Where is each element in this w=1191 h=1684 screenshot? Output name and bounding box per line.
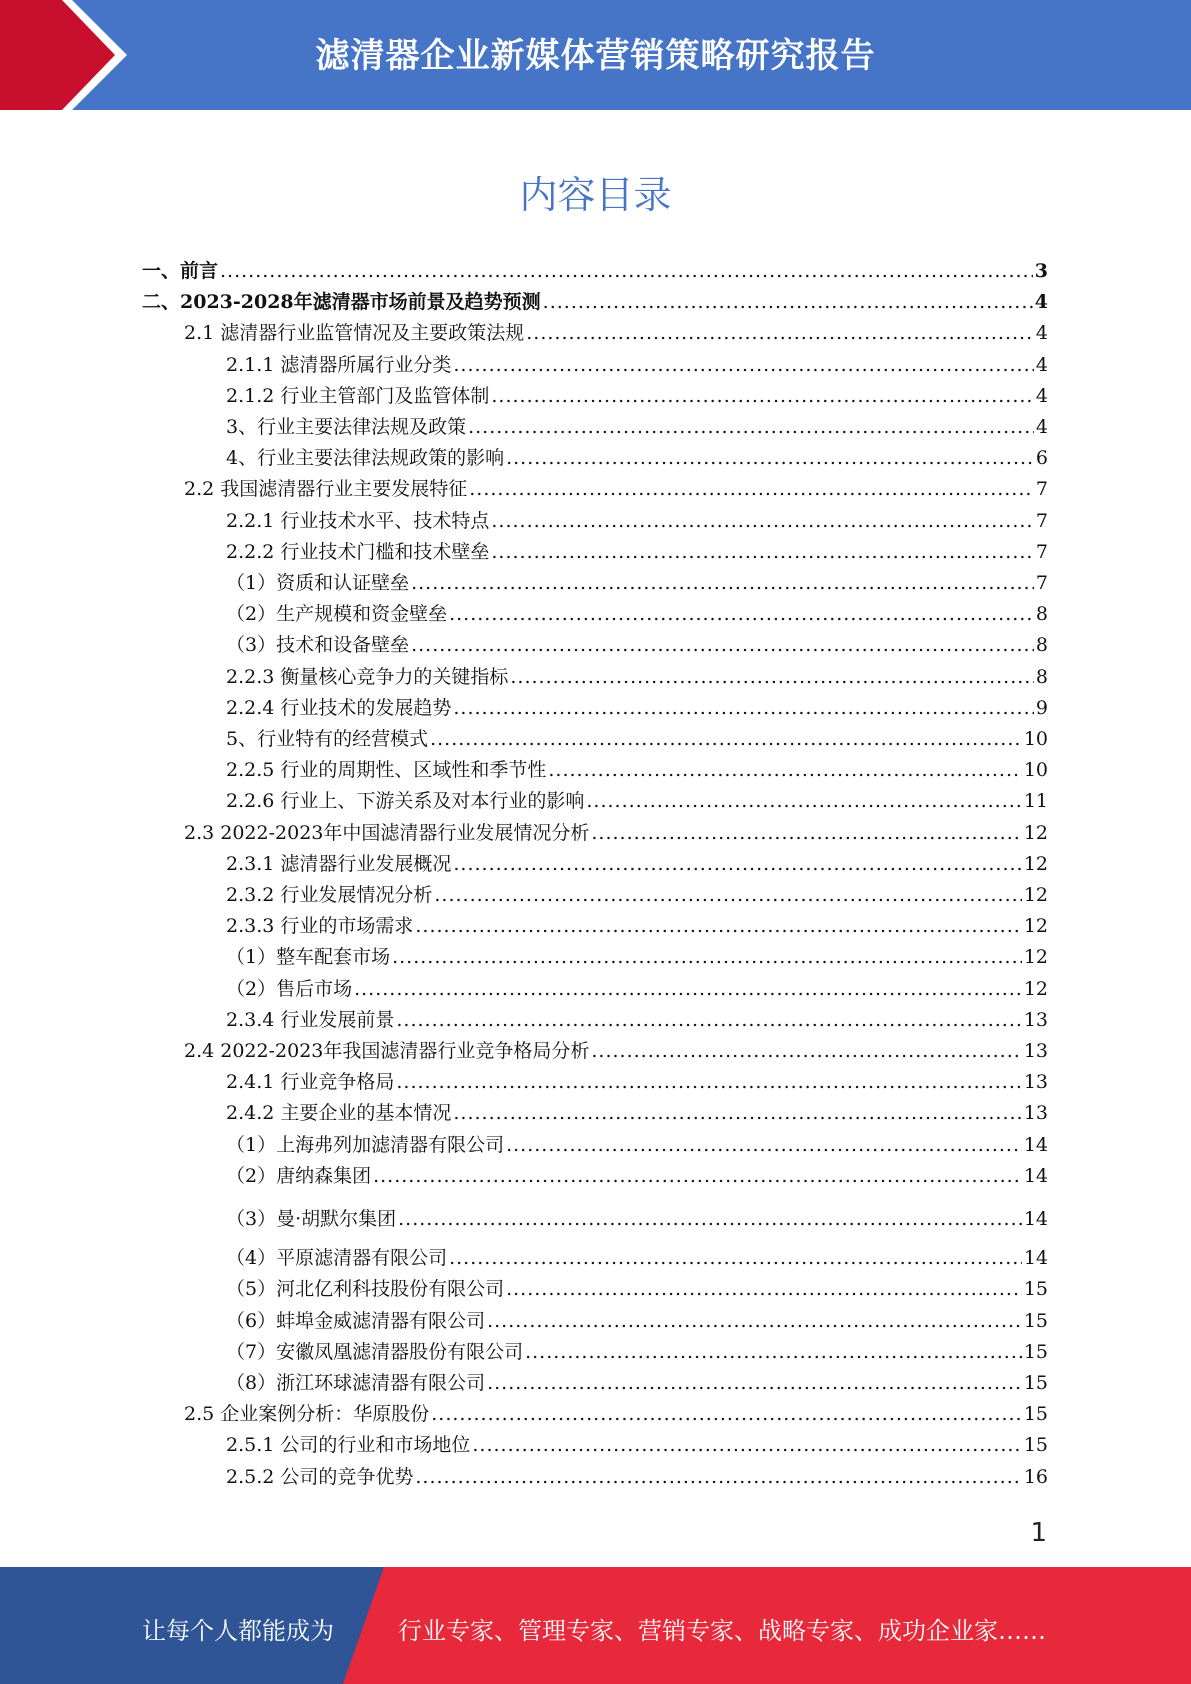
toc-entry-page: 7	[1035, 572, 1048, 594]
toc-entry-title: （1）上海弗列加滤清器有限公司	[226, 1133, 505, 1156]
toc-entry-title: 2.3.4 行业发展前景	[226, 1008, 395, 1031]
toc-entry-title: 2.2 我国滤清器行业主要发展特征	[184, 478, 468, 501]
toc-entry-page: 13	[1023, 1071, 1048, 1094]
toc-entry-title: 2.1.2 行业主管部门及监管体制	[226, 384, 490, 407]
toc-entry-page: 15	[1023, 1309, 1048, 1332]
toc-entry-page: 8	[1035, 665, 1048, 688]
toc-entry-title: 2.4.1 行业竞争格局	[226, 1071, 395, 1094]
toc-entry-title: 二、2023-2028年滤清器市场前景及趋势预测	[142, 291, 541, 314]
toc-entry-page: 14	[1023, 1133, 1048, 1156]
toc-entry-title: 3、行业主要法律法规及政策	[226, 416, 467, 438]
toc-entry-title: 2.3.1 滤清器行业发展概况	[226, 852, 452, 875]
toc-entry[interactable]	[142, 1334, 1048, 1364]
toc-entry[interactable]	[142, 1396, 1048, 1426]
toc-entry-title: 2.2.4 行业技术的发展趋势	[226, 696, 452, 719]
toc-leader-dots	[220, 259, 1033, 283]
toc-entry-title: 2.3.2 行业发展情况分析	[226, 884, 433, 906]
toc-entry-page: 7	[1035, 509, 1048, 532]
toc-leader-dots	[491, 509, 1034, 533]
toc-entry-title: 2.2.3 衡量核心竞争力的关键指标	[226, 665, 509, 688]
toc-entry-page: 7	[1035, 478, 1048, 501]
toc-entry-page: 7	[1035, 540, 1048, 563]
toc-entry-page: 15	[1023, 1278, 1048, 1301]
footer-slogan-left: 让每个人都能成为	[142, 1617, 334, 1645]
toc-leader-dots	[354, 977, 1022, 1001]
toc-entry-page: 12	[1023, 946, 1048, 969]
toc-entry-page: 3	[1034, 260, 1048, 282]
toc-entry[interactable]	[142, 565, 1048, 595]
toc-entry-title: （4）平原滤清器有限公司	[226, 1247, 448, 1270]
toc-entry[interactable]	[142, 1064, 1048, 1094]
toc-entry[interactable]	[142, 1158, 1048, 1188]
toc-leader-dots	[472, 1433, 1021, 1457]
toc-entry[interactable]	[142, 315, 1048, 345]
toc-entry[interactable]	[142, 908, 1048, 938]
toc-entry[interactable]	[142, 503, 1048, 533]
toc-entry-page: 15	[1023, 1340, 1048, 1363]
toc-entry-title: （2）生产规模和资金壁垒	[226, 603, 448, 626]
toc-leader-dots	[396, 1008, 1021, 1032]
toc-entry[interactable]	[142, 846, 1048, 876]
toc-leader-dots	[526, 321, 1034, 345]
toc-entry-page: 14	[1023, 1247, 1048, 1270]
toc-entry[interactable]	[142, 1033, 1048, 1063]
toc-leader-dots	[373, 1164, 1022, 1188]
toc-leader-dots	[392, 945, 1022, 969]
toc-entry[interactable]	[142, 815, 1048, 845]
toc-entry-page: 10	[1023, 728, 1048, 750]
toc-entry-title: 2.5 企业案例分析：华原股份	[184, 1403, 430, 1426]
toc-entry-title: 5、行业特有的经营模式	[226, 728, 429, 750]
toc-entry-title: 2.1 滤清器行业监管情况及主要政策法规	[184, 322, 525, 345]
toc-entry-title: 2.4.2 主要企业的基本情况	[226, 1102, 452, 1125]
toc-entry[interactable]	[142, 1459, 1048, 1489]
toc-leader-dots	[591, 1039, 1021, 1063]
toc-leader-dots	[453, 696, 1034, 720]
toc-leader-dots	[506, 1133, 1022, 1157]
toc-entry-title: 2.2.2 行业技术门槛和技术壁垒	[226, 540, 490, 563]
report-title: 滤清器企业新媒体营销策略研究报告	[315, 36, 876, 76]
toc-leader-dots	[453, 852, 1021, 876]
toc-leader-dots	[543, 290, 1033, 314]
toc-leader-dots	[415, 1465, 1021, 1489]
toc-entry[interactable]	[142, 284, 1048, 314]
toc-entry[interactable]	[142, 1427, 1048, 1457]
toc-leader-dots	[525, 1340, 1022, 1364]
toc-entry-title: （2）售后市场	[226, 977, 353, 1000]
toc-entry[interactable]	[142, 939, 1048, 969]
toc-entry-title: （6）蚌埠金威滤清器有限公司	[226, 1309, 486, 1332]
toc-leader-dots	[510, 665, 1034, 689]
toc-leader-dots	[396, 1070, 1021, 1094]
toc-entry-title: 2.5.1 公司的行业和市场地位	[226, 1434, 471, 1457]
toc-entry[interactable]	[142, 721, 1048, 751]
toc-entry-page: 11	[1023, 790, 1048, 813]
toc-entry-title: （1）资质和认证壁垒	[226, 572, 410, 594]
toc-entry-page: 14	[1023, 1164, 1048, 1187]
toc-entry-title: 2.3 2022-2023年中国滤清器行业发展情况分析	[184, 821, 590, 844]
toc-leader-dots	[586, 789, 1021, 813]
toc-entry[interactable]	[142, 690, 1048, 720]
toc-entry[interactable]	[142, 1002, 1048, 1032]
toc-entry[interactable]	[142, 440, 1048, 470]
toc-entry-page: 9	[1035, 696, 1048, 719]
toc-entry-page: 4	[1035, 322, 1048, 345]
toc-entry-page: 6	[1035, 447, 1048, 470]
toc-entry-title: （5）河北亿利科技股份有限公司	[226, 1278, 505, 1301]
toc-entry[interactable]	[142, 1240, 1048, 1270]
toc-entry-page: 13	[1023, 1040, 1048, 1062]
toc-entry[interactable]	[142, 378, 1048, 408]
toc-entry[interactable]	[142, 534, 1048, 564]
toc-leader-dots	[487, 1309, 1022, 1333]
toc-leader-dots	[491, 384, 1034, 408]
toc-entry-title: 2.2.1 行业技术水平、技术特点	[226, 509, 490, 532]
toc-leader-dots	[469, 477, 1034, 501]
toc-leader-dots	[491, 540, 1034, 564]
toc-entry[interactable]	[142, 1271, 1048, 1301]
toc-entry[interactable]	[142, 783, 1048, 813]
toc-entry-title: 2.2.5 行业的周期性、区域性和季节性	[226, 759, 547, 782]
toc-entry[interactable]	[142, 253, 1048, 283]
toc-entry-page: 4	[1035, 416, 1048, 438]
toc-leader-dots	[411, 571, 1034, 595]
toc-entry-page: 4	[1035, 353, 1048, 376]
toc-leader-dots	[453, 353, 1034, 377]
toc-leader-dots	[411, 633, 1034, 657]
toc-leader-dots	[468, 415, 1034, 439]
footer-slogan-right: 行业专家、管理专家、营销专家、战略专家、成功企业家……	[398, 1617, 1046, 1645]
toc-leader-dots	[506, 1277, 1022, 1301]
toc-entry[interactable]	[142, 1303, 1048, 1333]
toc-leader-dots	[434, 883, 1021, 907]
toc-leader-dots	[591, 821, 1021, 845]
toc-leader-dots	[449, 602, 1034, 626]
toc-entry-page: 15	[1023, 1372, 1048, 1394]
toc-entry-page: 15	[1023, 1434, 1048, 1457]
toc-entry-page: 8	[1035, 603, 1048, 626]
toc-entry-page: 16	[1023, 1465, 1048, 1488]
toc-entry-title: （7）安徽凤凰滤清器股份有限公司	[226, 1340, 524, 1363]
toc-entry-title: 2.3.3 行业的市场需求	[226, 915, 414, 938]
toc-entry[interactable]	[142, 1095, 1048, 1125]
toc-entry-page: 15	[1023, 1403, 1048, 1426]
toc-entry-page: 12	[1023, 852, 1048, 875]
toc-leader-dots	[506, 446, 1034, 470]
toc-entry-page: 10	[1023, 759, 1048, 782]
toc-entry-page: 4	[1034, 291, 1048, 314]
toc-leader-dots	[430, 727, 1022, 751]
footer-banner	[0, 1567, 1191, 1684]
toc-entry-page: 14	[1023, 1208, 1048, 1230]
header-banner	[0, 0, 1191, 110]
toc-leader-dots	[487, 1371, 1022, 1395]
toc-entry-title: （8）浙江环球滤清器有限公司	[226, 1372, 486, 1394]
toc-entry[interactable]	[142, 752, 1048, 782]
toc-leader-dots	[398, 1207, 1022, 1231]
toc-leader-dots	[453, 1101, 1021, 1125]
toc-leader-dots	[449, 1246, 1022, 1270]
toc-leader-dots	[548, 758, 1021, 782]
toc-entry-title: （3）技术和设备壁垒	[226, 634, 410, 657]
toc-entry-title: （2）唐纳森集团	[226, 1164, 372, 1187]
toc-entry[interactable]	[142, 471, 1048, 501]
toc-entry-title: 2.1.1 滤清器所属行业分类	[226, 353, 452, 376]
toc-entry[interactable]	[142, 409, 1048, 439]
toc-entry-title: 4、行业主要法律法规政策的影响	[226, 447, 505, 470]
toc-entry[interactable]	[142, 877, 1048, 907]
toc-entry-page: 13	[1023, 1008, 1048, 1031]
toc-entry[interactable]	[142, 1365, 1048, 1395]
toc-entry[interactable]	[142, 596, 1048, 626]
toc-entry[interactable]	[142, 627, 1048, 657]
page-number: 1	[1030, 1518, 1047, 1548]
toc-entry-title: （3）曼·胡默尔集团	[226, 1208, 397, 1230]
toc-entry-title: 2.4 2022-2023年我国滤清器行业竞争格局分析	[184, 1040, 590, 1062]
toc-entry-page: 4	[1035, 384, 1048, 407]
toc-entry[interactable]	[142, 971, 1048, 1001]
toc-entry-page: 13	[1023, 1102, 1048, 1125]
toc-heading: 内容目录	[519, 173, 672, 217]
toc-entry[interactable]	[142, 347, 1048, 377]
toc-entry-title: （1）整车配套市场	[226, 946, 391, 969]
toc-entry-page: 12	[1023, 915, 1048, 938]
toc-entry[interactable]	[142, 1201, 1048, 1231]
toc-leader-dots	[431, 1402, 1022, 1426]
toc-entry-title: 2.5.2 公司的竞争优势	[226, 1465, 414, 1488]
toc-entry[interactable]	[142, 1127, 1048, 1157]
toc-leader-dots	[415, 914, 1021, 938]
toc-entry-page: 12	[1023, 977, 1048, 1000]
toc-entry-page: 12	[1023, 821, 1048, 844]
toc-entry-title: 一、前言	[142, 260, 219, 282]
toc-entry[interactable]	[142, 659, 1048, 689]
toc-entry-page: 8	[1035, 634, 1048, 657]
toc-entry-title: 2.2.6 行业上、下游关系及对本行业的影响	[226, 790, 585, 813]
toc-entry-page: 12	[1023, 884, 1048, 906]
